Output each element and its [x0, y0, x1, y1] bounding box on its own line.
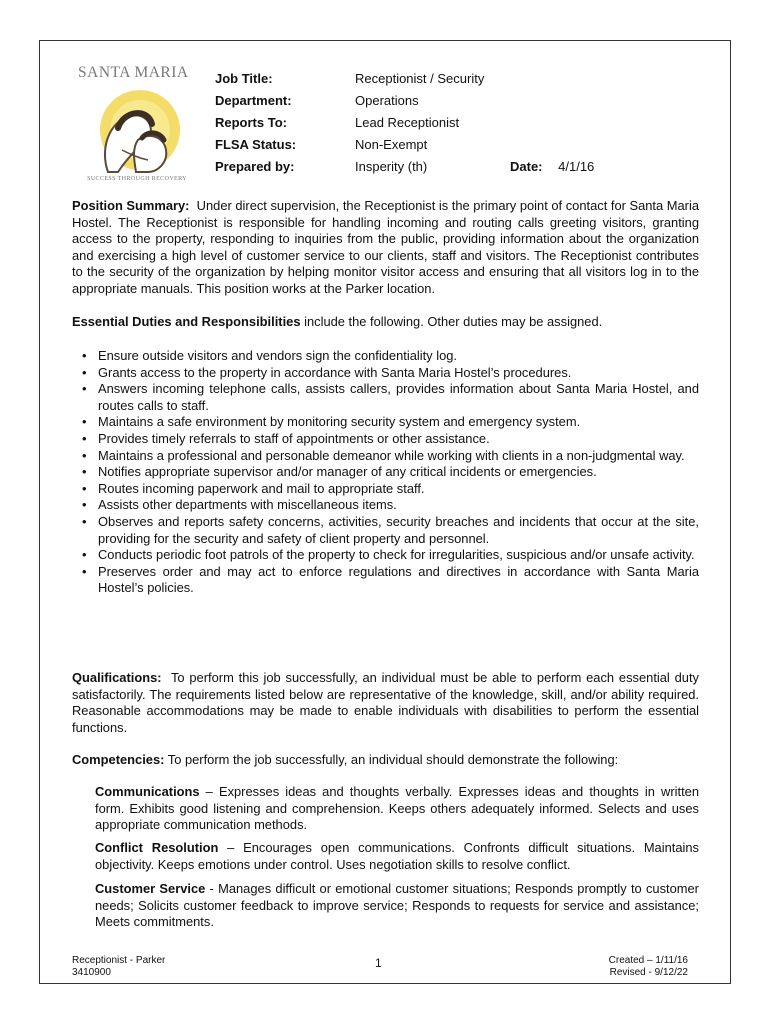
job-title-value: Receptionist / Security — [355, 71, 485, 86]
list-item: • Ensure outside visitors and vendors sign the confidentiality log. — [72, 348, 699, 365]
list-item: • Conducts periodic foot patrols of the property to check for irregularities, suspicious and/or unsafe activity. — [72, 547, 699, 564]
list-item: • Notifies appropriate supervisor and/or manager of any critical incidents or emergencies. — [72, 464, 699, 481]
competency-name: Customer Service — [95, 881, 206, 896]
duties-heading — [72, 314, 699, 331]
date-value: 4/1/16 — [558, 159, 595, 174]
logo-name: SANTA MARIA — [78, 64, 189, 81]
job-title-label: Job Title: — [215, 71, 273, 86]
date-row — [510, 156, 594, 178]
competency-separator: – — [199, 784, 219, 799]
footer-doc-name: Receptionist - Parker — [72, 955, 166, 966]
footer-revised: Revised - 9/12/22 — [609, 967, 688, 978]
duties-list-wrap — [72, 348, 699, 597]
competency-name: Communications — [95, 784, 200, 799]
position-summary-text: Under direct supervision, the Receptionist is the primary point of contact for Santa Maria Hostel. The Receptionist is responsible for handling incoming and routing calls greeting visitors, granting access to the property, responding to inquiries from the public, providing information about the organization and exercising a high level of customer service to our clients, staff and visitors. The Receptionist contributes to the security of the organization by helping monitor visitor access and ensuring that all visitors log in to the appropriate manuals. This position works at the Parker location. — [72, 198, 699, 296]
competency-separator: - — [205, 881, 219, 896]
footer-left — [72, 955, 165, 979]
list-item: • Answers incoming telephone calls, assists callers, provides information about Santa Maria Hostel, and routes calls to staff. — [72, 381, 699, 414]
header-labels — [215, 68, 296, 178]
reports-to-label: Reports To: — [215, 115, 287, 130]
qualifications-label: Qualifications: — [72, 670, 162, 685]
list-item: • Provides timely referrals to staff of appointments or other assistance. — [72, 431, 699, 448]
position-summary-label: Position Summary: — [72, 198, 190, 213]
competencies-intro: To perform the job successfully, an individual should demonstrate the following: — [167, 752, 619, 767]
competency-separator: – — [218, 840, 244, 855]
competency-text: Encourages open communications. Confronts difficult situations. Maintains objectivity. Keeps emotions under control. Uses negotiation skills to resolve conflict. — [95, 840, 699, 872]
logo-mother-child-emblem — [78, 80, 196, 180]
date-label: Date: — [510, 159, 543, 174]
qualifications — [72, 670, 699, 736]
department-value: Operations — [355, 93, 419, 108]
header-values — [355, 68, 484, 178]
footer-right — [609, 955, 688, 979]
logo — [78, 64, 196, 188]
footer-doc-code: 3410900 — [72, 967, 111, 978]
competency-name: Conflict Resolution — [95, 840, 219, 855]
list-item: • Grants access to the property in accordance with Santa Maria Hostel’s procedures. — [72, 365, 699, 382]
position-summary — [72, 198, 699, 298]
duties-list — [72, 348, 699, 597]
competency-item — [95, 881, 699, 931]
competency-item — [95, 840, 699, 873]
page-number: 1 — [375, 956, 382, 970]
list-item: • Routes incoming paperwork and mail to appropriate staff. — [72, 481, 699, 498]
prepared-by-value: Insperity (th) — [355, 159, 428, 174]
competency-text: Expresses ideas and thoughts verbally. Expresses ideas and thoughts in written form. Exhibits good listening and comprehension. Keeps others adequately informed. Selects and uses appropriate communication methods. — [95, 784, 699, 833]
reports-to-value: Lead Receptionist — [355, 115, 460, 130]
flsa-label: FLSA Status: — [215, 137, 297, 152]
list-item: • Observes and reports safety concerns, activities, security breaches and incidents that occur at the site, providing for the security and safety of client property and personnel. — [72, 514, 699, 547]
competencies-heading — [72, 752, 699, 769]
qualifications-text: To perform this job successfully, an individual must be able to perform each essential duty satisfactorily. The requirements listed below are representative of the knowledge, skill, and/or ability required. Reasonable accommodations may be made to enable individuals with disabilities to perform the essential functions. — [72, 670, 699, 735]
duties-intro: include the following. Other duties may be assigned. — [304, 314, 603, 329]
list-item: • Maintains a safe environment by monitoring security system and emergency system. — [72, 414, 699, 431]
footer-created: Created – 1/11/16 — [608, 955, 688, 966]
competency-item — [95, 784, 699, 834]
competencies-label: Competencies: — [72, 752, 165, 767]
department-label: Department: — [215, 93, 292, 108]
list-item: • Maintains a professional and personable demeanor while working with clients in a non-judgmental way. — [72, 448, 699, 465]
competency-text: Manages difficult or emotional customer situations; Responds promptly to customer needs; Solicits customer feedback to improve service; Responds to requests for service and assistance; Meets commitments. — [95, 881, 699, 930]
duties-label: Essential Duties and Responsibilities — [72, 314, 301, 329]
list-item: • Preserves order and may act to enforce regulations and directives in accordance with Santa Maria Hostel’s policies. — [72, 564, 699, 597]
prepared-by-label: Prepared by: — [215, 159, 295, 174]
logo-tagline: SUCCESS THROUGH RECOVERY — [87, 176, 187, 182]
flsa-value: Non-Exempt — [355, 137, 428, 152]
list-item: • Assists other departments with miscellaneous items. — [72, 497, 699, 514]
